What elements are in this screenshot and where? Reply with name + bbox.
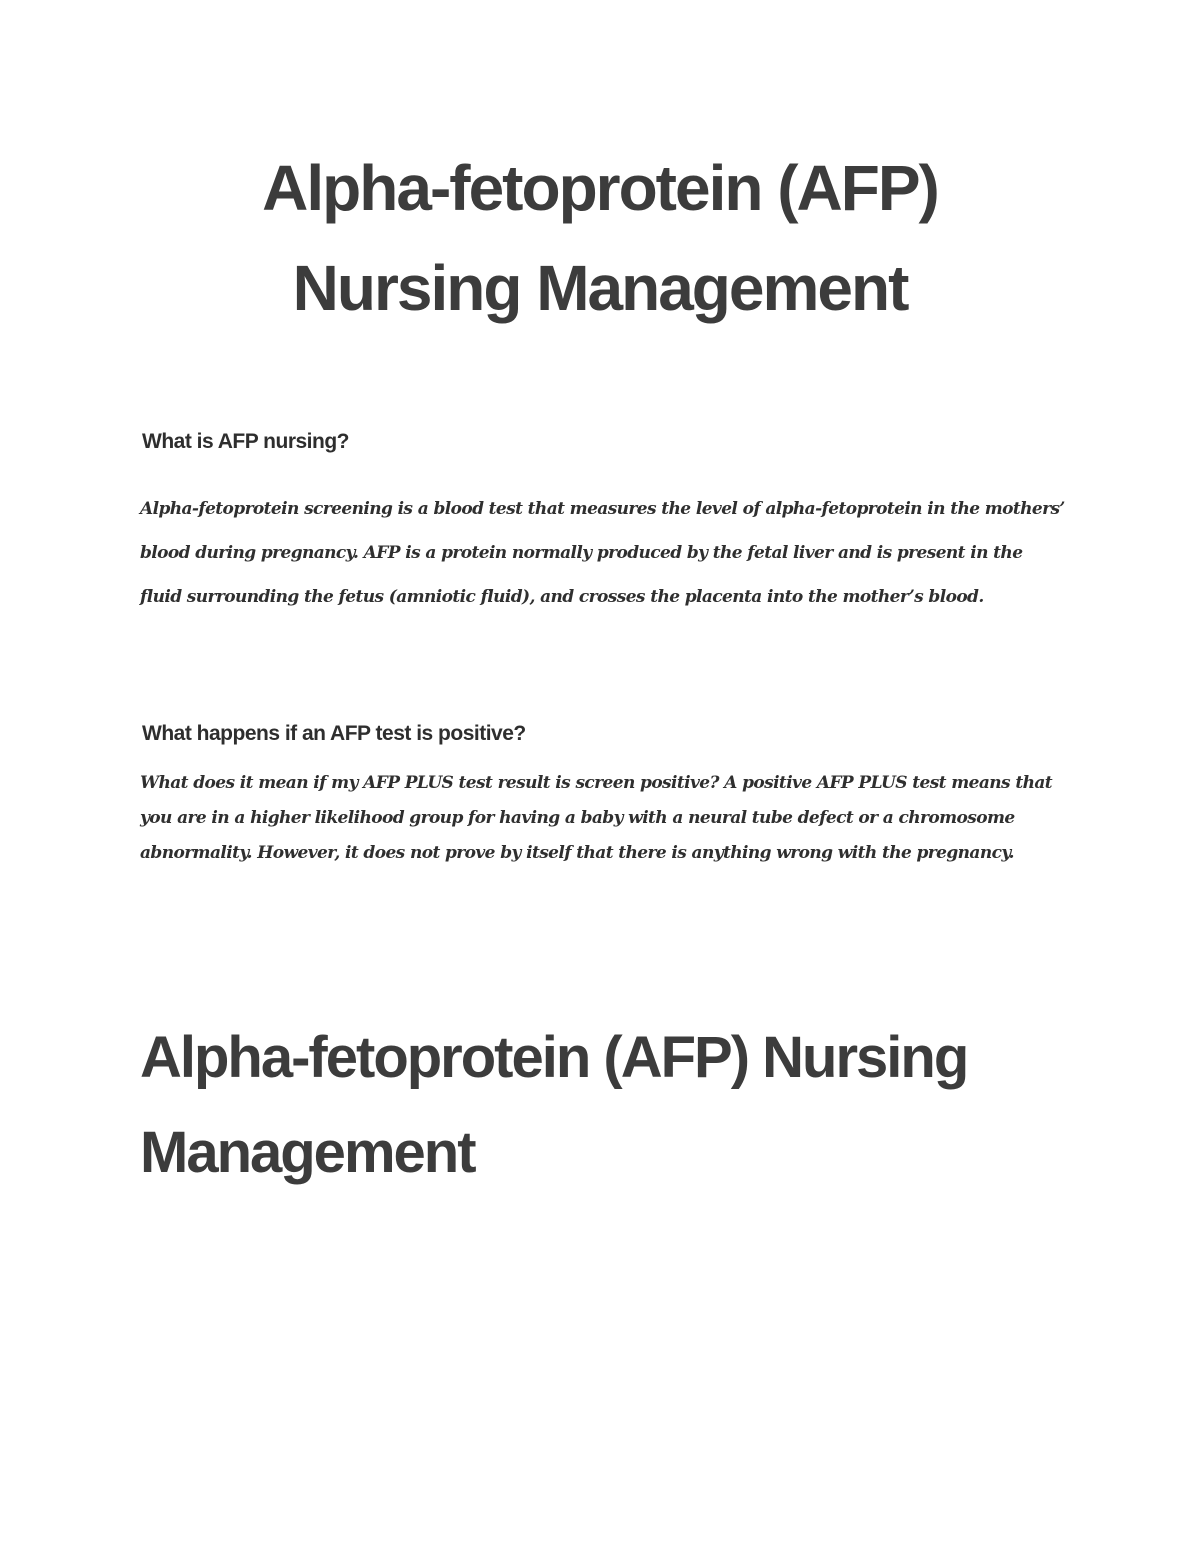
section-body-afp-positive: What does it mean if my AFP PLUS test result is screen positive? A positive AFP PLUS test means that you are in a higher likelihood group for having a baby with a neural tube defect or a chromosome abnormality. However, it does not prove by itself that there is anything wrong with the pregnancy. [140,773,1053,863]
section-body-what-is-afp: Alpha-fetoprotein screening is a blood test that measures the level of alpha-fetoprotein in the mothers’ blood during pregnancy. AFP is a protein normally produced by the fetal liver and is present in the fluid surrounding the fetus (amniotic fluid), and crosses the placenta into the mother’s blood. [140,499,1065,607]
page-title: Alpha-fetoprotein (AFP) Nursing Management [262,152,938,324]
section-heading-what-is-afp: What is AFP nursing? [142,430,350,453]
section-heading-afp-positive: What happens if an AFP test is positive? [142,722,526,745]
repeated-title: Alpha-fetoprotein (AFP) Nursing Management [140,1025,968,1185]
